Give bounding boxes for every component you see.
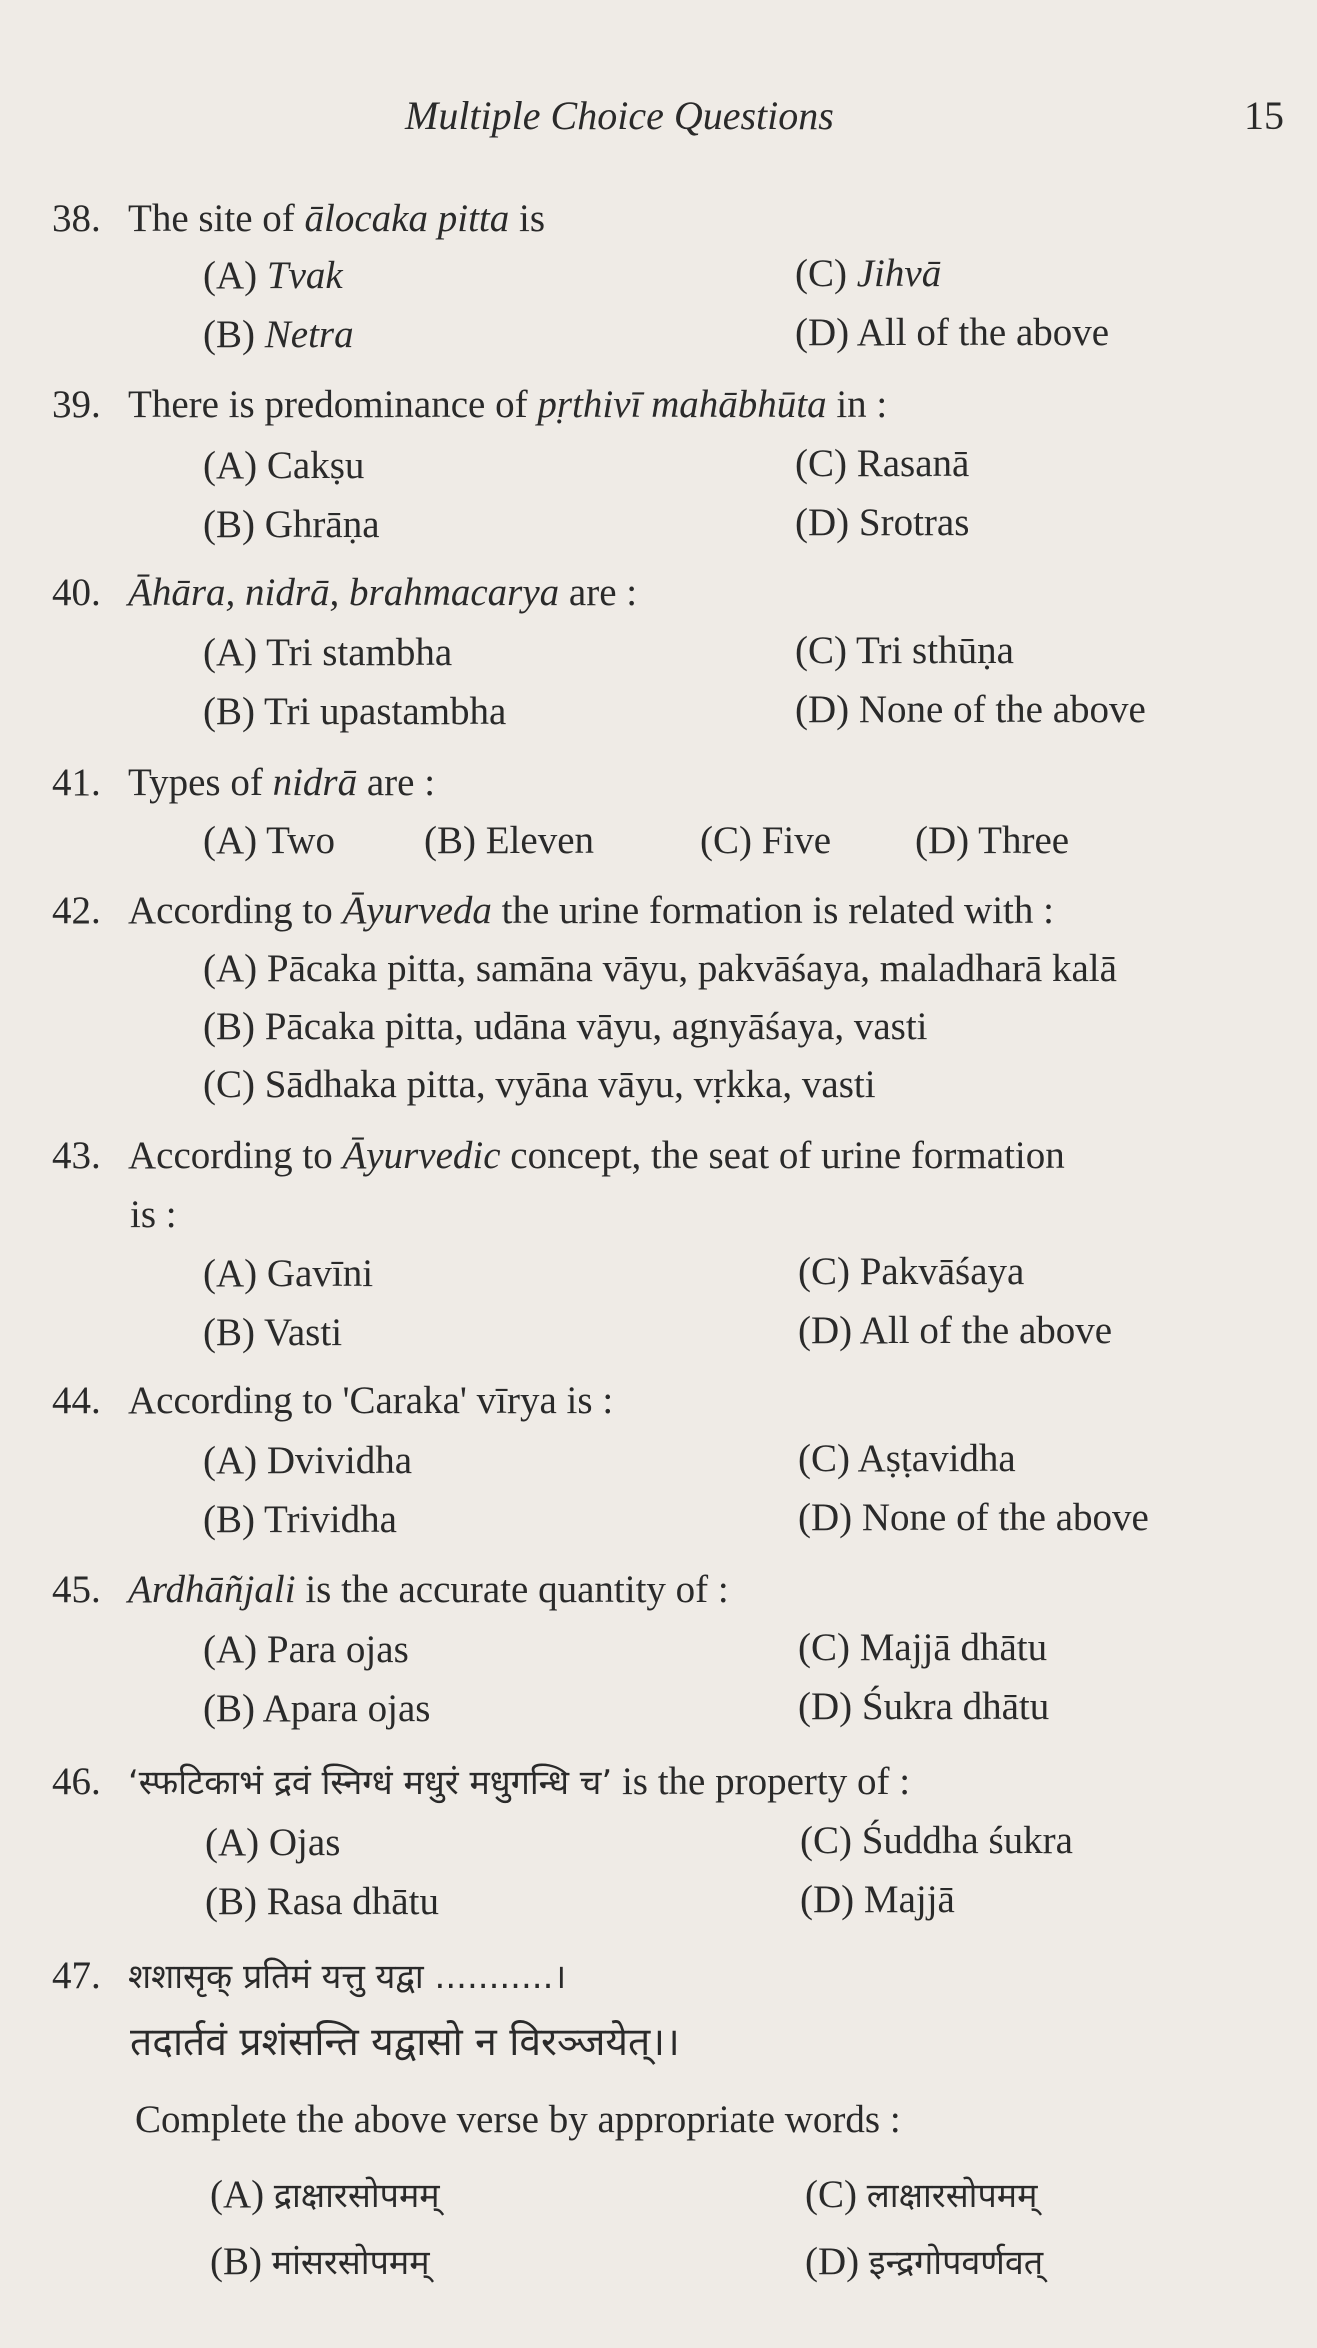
option: (B) Vasti [203, 1311, 343, 1354]
question-italic: Āhāra, nidrā, brahmacarya [128, 571, 560, 614]
question-46 [52, 1759, 910, 1806]
option: (A) Two [203, 819, 335, 862]
question-text-end: are : [357, 761, 436, 804]
option: (A) द्राक्षारसोपमम् [210, 2173, 440, 2216]
sanskrit-quote: ‘स्फटिकाभं द्रवं स्निग्धं मधुरं मधुगन्धि च’ [128, 1763, 613, 1803]
question-text: Types of [128, 761, 273, 804]
question-42 [52, 888, 1054, 935]
option: (C) Jihvā [795, 252, 942, 295]
sanskrit-verse-line2: तदार्तवं प्रशंसन्ति यद्वासो न विरञ्जयेत्।। [130, 2020, 680, 2065]
question-text-end: are : [559, 571, 638, 614]
question-40 [52, 570, 637, 617]
question-number: 41. [52, 761, 101, 804]
option: (C) Aṣṭavidha [798, 1437, 1016, 1480]
option: (C) Rasanā [795, 442, 970, 485]
question-text-end: is the accurate quantity of : [295, 1568, 729, 1611]
question-text-end: is [509, 197, 546, 240]
option: (D) None of the above [798, 1496, 1149, 1539]
question-text-end: the urine formation is related with : [491, 889, 1054, 932]
question-text-end: is the property of : [612, 1760, 911, 1803]
page-number: 15 [1244, 93, 1284, 138]
option: (C) Five [700, 819, 832, 862]
option: (A) Dvividha [203, 1439, 413, 1482]
option-text: इन्द्रगोपवर्णवत् [868, 2243, 1044, 2283]
question-text: According to [128, 1134, 343, 1177]
sanskrit-verse-line1: शशासृक् प्रतिमं यत्तु यद्वा ...........। [128, 1957, 567, 1997]
option: (C) लाक्षारसोपमम् [805, 2173, 1038, 2216]
question-number: 45. [52, 1568, 101, 1611]
question-number: 46. [52, 1760, 101, 1803]
question-italic: ālocaka pitta [304, 197, 510, 240]
option: (A) Ojas [205, 1821, 341, 1864]
question-38 [52, 196, 545, 243]
question-number: 38. [52, 197, 101, 240]
question-text-end: in : [826, 383, 888, 426]
option: (C) Majjā dhātu [798, 1626, 1048, 1669]
option: (A) Gavīni [203, 1252, 374, 1295]
option: (A) Tvak [203, 254, 343, 297]
option: (D) All of the above [798, 1309, 1113, 1352]
option: (C) Pakvāśaya [798, 1250, 1025, 1293]
option: (B) Rasa dhātu [205, 1880, 439, 1923]
option: (C) Sādhaka pitta, vyāna vāyu, vṛkka, vasti [203, 1063, 876, 1106]
question-number: 44. [52, 1379, 101, 1422]
question-text: The site of [128, 197, 305, 240]
option: (A) Cakṣu [203, 444, 365, 487]
question-text: According to [128, 889, 343, 932]
question-italic: Āyurveda [342, 889, 492, 932]
question-instruction: Complete the above verse by appropriate words : [135, 2098, 901, 2141]
option: (B) Netra [203, 313, 354, 356]
question-italic: Āyurvedic [342, 1134, 501, 1177]
question-text-end: concept, the seat of urine formation [500, 1134, 1065, 1177]
option: (C) Tri sthūṇa [795, 629, 1014, 672]
question-39 [52, 382, 887, 429]
question-number: 43. [52, 1134, 101, 1177]
question-text: According to 'Caraka' vīrya is : [128, 1379, 614, 1422]
option: (D) None of the above [795, 688, 1146, 731]
option: (D) इन्द्रगोपवर्णवत् [805, 2240, 1044, 2283]
option: (B) Pācaka pitta, udāna vāyu, agnyāśaya, vasti [203, 1005, 928, 1048]
question-text: There is predominance of [128, 383, 538, 426]
question-number: 40. [52, 571, 101, 614]
question-44 [52, 1378, 613, 1425]
question-italic: nidrā [272, 761, 358, 804]
question-number: 42. [52, 889, 101, 932]
option-text: लाक्षारसोपमम् [866, 2176, 1038, 2216]
question-number: 39. [52, 383, 101, 426]
option: (B) मांसरसोपमम् [210, 2240, 430, 2283]
question-43 [52, 1133, 1065, 1180]
running-header: Multiple Choice Questions [405, 93, 834, 138]
option: (D) Śukra dhātu [798, 1685, 1050, 1728]
option: (D) Majjā [800, 1878, 955, 1921]
option: (A) Tri stambha [203, 631, 453, 674]
option: (A) Pācaka pitta, samāna vāyu, pakvāśaya, maladharā kalā [203, 947, 1117, 990]
option: (A) Para ojas [203, 1628, 409, 1671]
option: (C) Śuddha śukra [800, 1819, 1073, 1862]
question-italic: pṛthivī mahābhūta [537, 383, 827, 426]
question-continuation: is : [130, 1193, 177, 1236]
option: (B) Ghrāṇa [203, 503, 380, 546]
question-45 [52, 1567, 729, 1614]
question-number: 47. [52, 1954, 101, 1997]
option-text: द्राक्षारसोपमम् [273, 2176, 440, 2216]
option: (B) Eleven [424, 819, 595, 862]
option: (B) Trividha [203, 1498, 397, 1541]
option: (B) Tri upastambha [203, 690, 507, 733]
option: (B) Apara ojas [203, 1687, 431, 1730]
question-47 [52, 1953, 566, 2000]
option: (D) Srotras [795, 501, 970, 544]
option-text: मांसरसोपमम् [271, 2243, 430, 2283]
question-italic: Ardhāñjali [128, 1568, 296, 1611]
question-41 [52, 760, 435, 807]
option: (D) All of the above [795, 311, 1110, 354]
option: (D) Three [915, 819, 1070, 862]
